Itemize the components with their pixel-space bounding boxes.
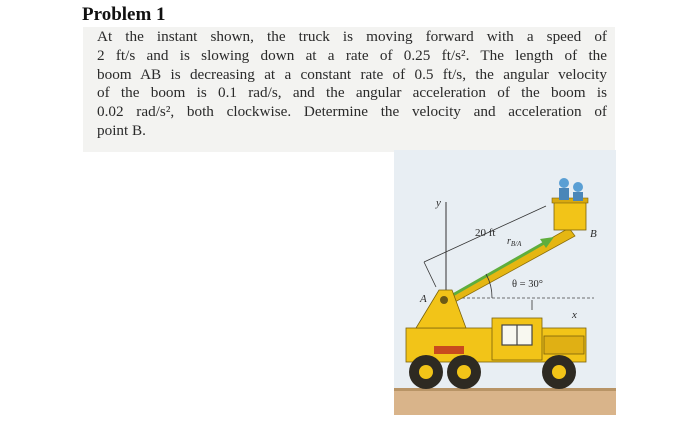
wheel-3 — [542, 355, 576, 389]
position-vector-label: $r_{B/A}$ — [507, 236, 522, 248]
position-vector-arrow — [444, 243, 544, 300]
point-b-label: B — [590, 228, 597, 240]
ground — [394, 390, 616, 415]
x-axis-label: x — [572, 309, 577, 321]
statement-line-4: of the boom is 0.1 rad/s, and the angular acceleration of the boom is — [97, 84, 607, 102]
worker-2-helmet — [573, 182, 583, 192]
wheel-1 — [409, 355, 443, 389]
y-axis-label: y — [436, 197, 441, 209]
bucket — [554, 200, 586, 230]
truck-hood — [544, 336, 584, 354]
problem-statement — [83, 27, 615, 152]
boom-length-label: 20 ft — [475, 227, 496, 239]
worker-1-helmet — [559, 178, 569, 188]
statement-line-1: At the instant shown, the truck is moving forward with a speed of — [97, 28, 607, 45]
problem-title: Problem 1 — [82, 4, 166, 25]
boom-pivot — [440, 296, 448, 304]
angle-label: θ = 30° — [512, 279, 543, 290]
truck-stripe — [434, 346, 464, 354]
statement-line-2: 2 ft/s and is slowing down at a rate of 0.25 ft/s². The length of the — [97, 46, 607, 64]
truck-boom-diagram — [394, 150, 616, 415]
dimension-leader — [424, 262, 436, 287]
point-a-label: A — [420, 293, 427, 305]
worker-1-body — [559, 188, 569, 200]
worker-2-body — [573, 192, 583, 201]
statement-line-5: 0.02 rad/s², both clockwise. Determine the velocity and acceleration of — [97, 103, 607, 121]
statement-line-3: boom AB is decreasing at a constant rate of 0.5 ft/s, the angular velocity — [97, 65, 607, 83]
statement-line-6: point B. — [97, 121, 146, 139]
truck-boom-figure — [394, 150, 616, 415]
wheel-2 — [447, 355, 481, 389]
